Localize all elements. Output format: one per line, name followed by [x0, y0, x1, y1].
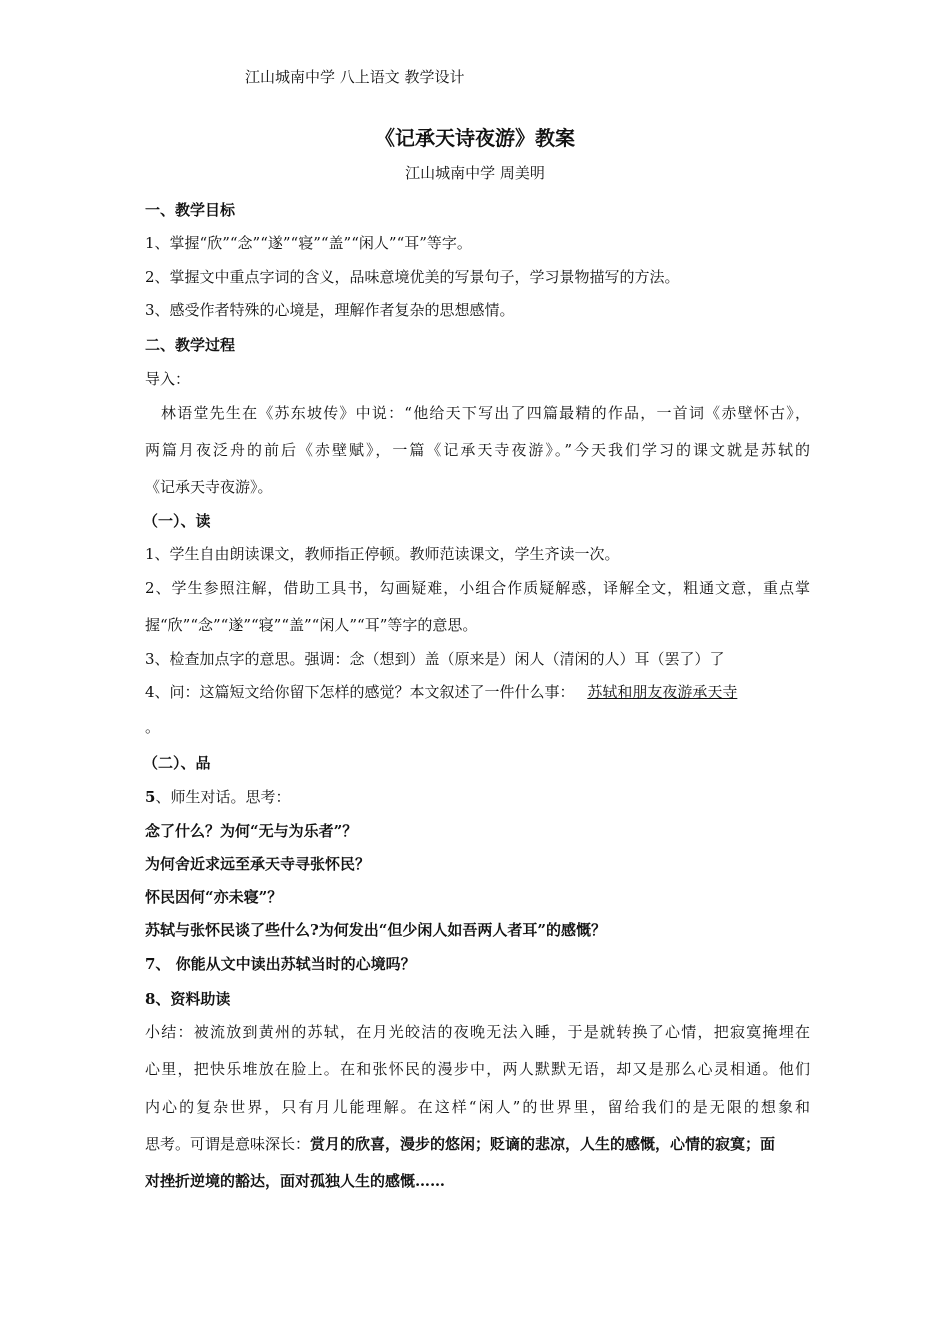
think-question: 苏轼与张怀民谈了些什么?为何发出“但少闲人如吾两人者耳”的感慨？ — [145, 921, 607, 939]
summary-line: 内心的复杂世界，只有月儿能理解。在这样“闲人”的世界里，留给我们的是无限的想象和 — [145, 1098, 810, 1116]
read-item: 1、学生自由朗读课文，教师指正停顿。教师范读课文，学生齐读一次。 — [145, 545, 620, 563]
read-item: 2、学生参照注解，借助工具书，勾画疑难，小组合作质疑解惑，译解全文，粗通文意，重点掌 — [145, 579, 810, 597]
document-title: 《记承天诗夜游》教案 — [375, 126, 575, 150]
period-mark: 。 — [145, 718, 161, 736]
item-number: 5 — [145, 788, 156, 806]
objective-item: 3、感受作者特殊的心境是，理解作者复杂的思想感情。 — [145, 301, 515, 319]
question-item-7: 7、 你能从文中读出苏轼当时的心境吗？ — [145, 955, 416, 973]
section-heading-process: 二、教学过程 — [145, 336, 236, 354]
section-heading-objectives: 一、教学目标 — [145, 201, 236, 219]
read-item-continued: 握“欣”“念”“遂”“寝”“盖”“闲人”“耳”等字的意思。 — [145, 616, 478, 634]
question-text: 4、问：这篇短文给你留下怎样的感觉？本文叙述了一件什么事： — [145, 683, 575, 701]
objective-item: 2、掌握文中重点字词的含义，品味意境优美的写景句子，学习景物描写的方法。 — [145, 268, 680, 286]
dialogue-item — [145, 786, 810, 807]
think-question: 为何舍近求远至承天寺寻张怀民？ — [145, 855, 371, 873]
summary-plain-text: 思考。可谓是意味深长： — [145, 1135, 311, 1153]
subsection-heading-appreciate: （二）、品 — [143, 754, 211, 772]
subsection-heading-read: （一）、读 — [143, 512, 211, 530]
underlined-answer: 苏轼和朋友夜游承天寺 — [587, 683, 738, 701]
intro-paragraph-line: 两篇月夜泛舟的前后《赤壁赋》，一篇《记承天寺夜游》。”今天我们学习的课文就是苏轼的 — [145, 441, 810, 459]
item-text: 、师生对话。思考： — [155, 788, 291, 806]
intro-paragraph-line: 《记承天寺夜游》。 — [145, 478, 273, 496]
author-line: 江山城南中学 周美明 — [405, 164, 545, 182]
intro-label: 导入： — [145, 370, 191, 388]
summary-line: 心里，把快乐堆放在脸上。在和张怀民的漫步中，两人默默无语，却又是那么心灵相通。他们 — [145, 1060, 810, 1078]
summary-line: 小结：被流放到黄州的苏轼，在月光皎洁的夜晚无法入睡，于是就转换了心情，把寂寞掩埋在 — [145, 1023, 810, 1041]
summary-bold-text: 赏月的欣喜，漫步的悠闲；贬谪的悲凉，人生的感慨，心情的寂寞；面 — [310, 1135, 776, 1153]
reading-aid-heading: 8、资料助读 — [145, 990, 231, 1008]
summary-line — [145, 1133, 810, 1154]
think-question: 念了什么？为何“无与为乐者”？ — [145, 822, 358, 840]
objective-item: 1、掌握“欣”“念”“遂”“寝”“盖”“闲人”“耳”等字。 — [145, 234, 472, 252]
page-header: 江山城南中学 八上语文 教学设计 — [245, 68, 465, 86]
read-item-question — [145, 681, 810, 702]
intro-paragraph-line: 林语堂先生在《苏东坡传》中说：“他给天下写出了四篇最精的作品，一首词《赤壁怀古》， — [161, 404, 810, 422]
read-item: 3、检查加点字的意思。强调：念（想到）盖（原来是）闲人（清闲的人）耳（罢了）了 — [145, 650, 725, 668]
summary-line: 对挫折逆境的豁达，面对孤独人生的感慨…… — [145, 1172, 446, 1190]
think-question: 怀民因何“亦未寝”？ — [145, 888, 283, 906]
